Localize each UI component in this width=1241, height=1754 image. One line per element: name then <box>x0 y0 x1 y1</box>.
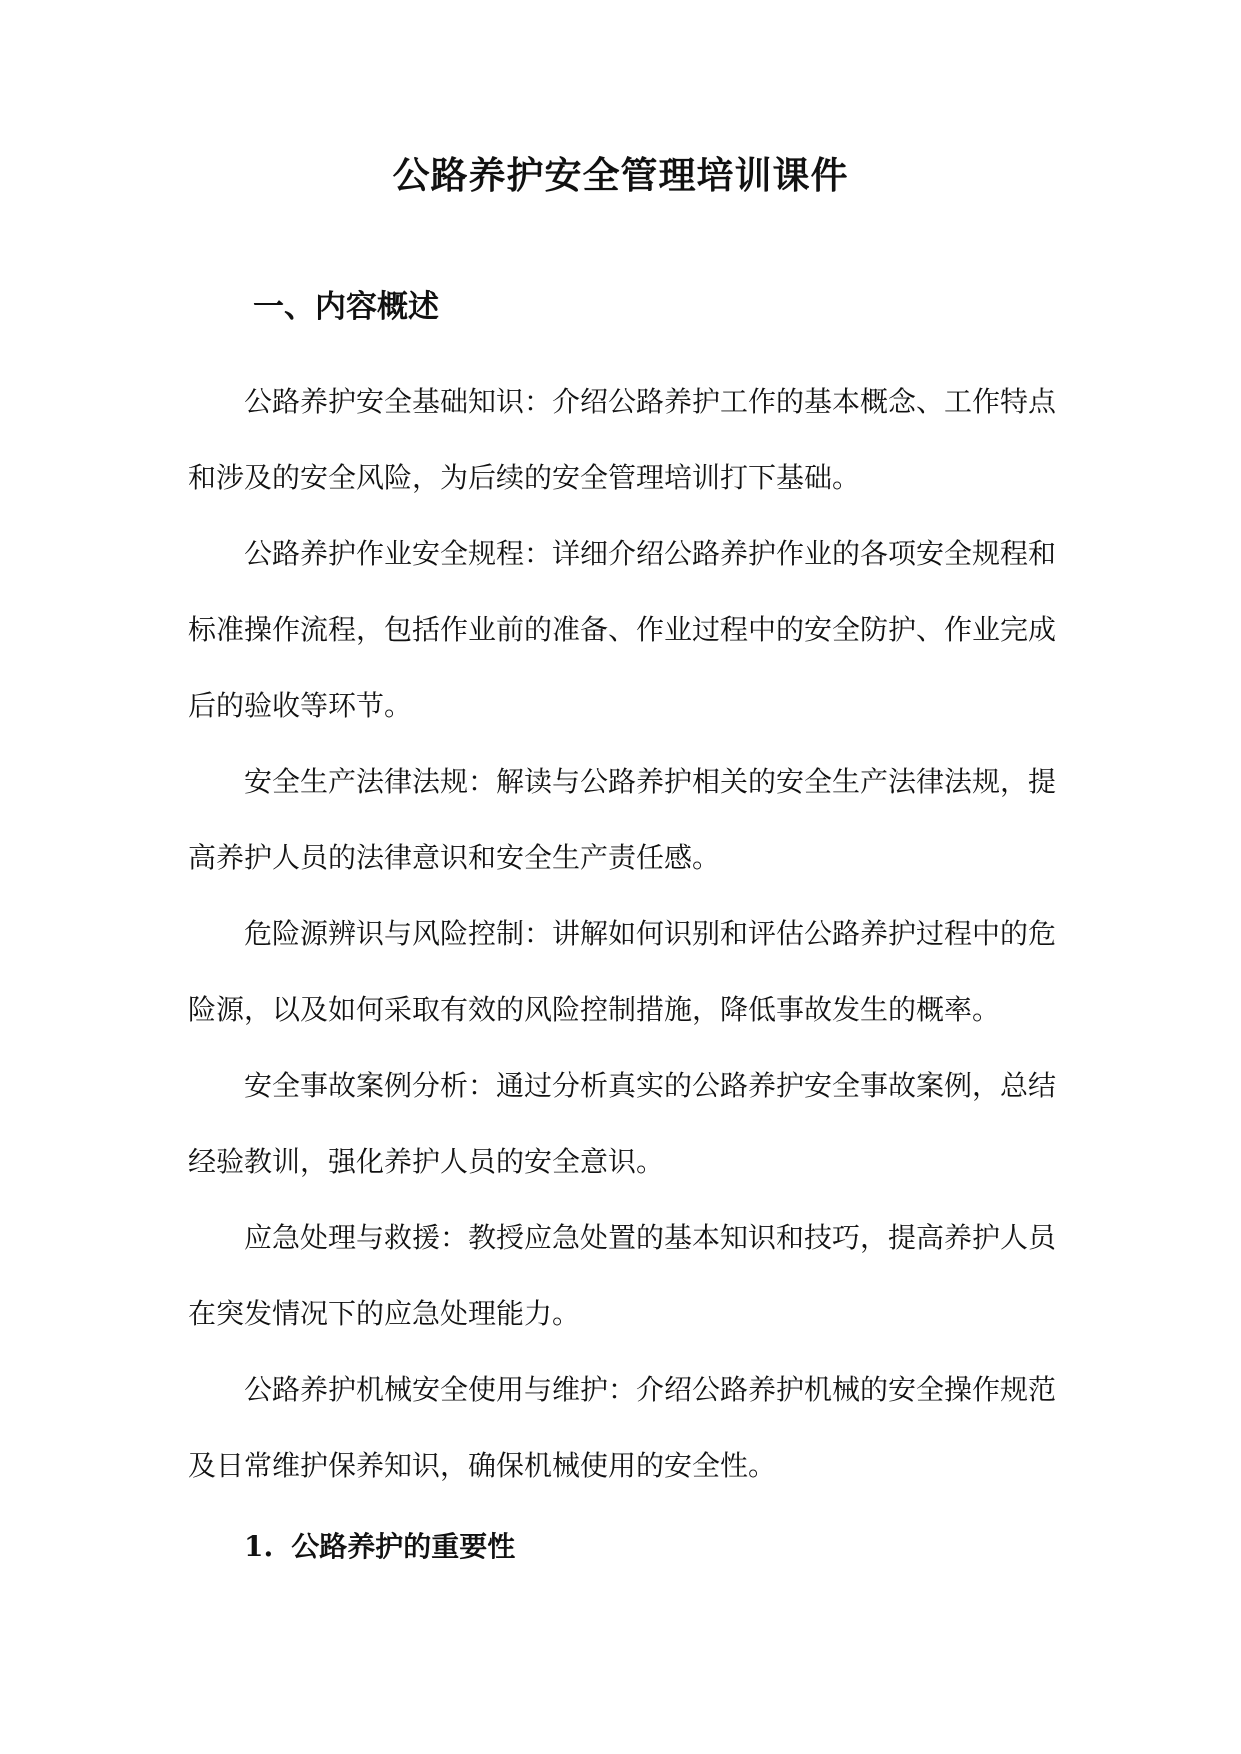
paragraph-laws: 安全生产法律法规：解读与公路养护相关的安全生产法律法规，提高养护人员的法律意识和安全生产责任感。 <box>188 765 1057 874</box>
subheading-text: 公路养护的重要性 <box>291 1530 516 1563</box>
paragraph-hazards: 危险源辨识与风险控制：讲解如何识别和评估公路养护过程中的危险源，以及如何采取有效的风险控制措施，降低事故发生的概率。 <box>188 917 1057 1026</box>
paragraph-emergency: 应急处理与救援：教授应急处置的基本知识和技巧，提高养护人员在突发情况下的应急处理能力。 <box>188 1221 1057 1330</box>
subheading <box>244 1527 515 1567</box>
paragraph-basics: 公路养护安全基础知识：介绍公路养护工作的基本概念、工作特点和涉及的安全风险，为后续的安全管理培训打下基础。 <box>188 385 1057 494</box>
paragraph-procedures: 公路养护作业安全规程：详细介绍公路养护作业的各项安全规程和标准操作流程，包括作业前的准备、作业过程中的安全防护、作业完成后的验收等环节。 <box>188 537 1057 722</box>
paragraph-case-studies: 安全事故案例分析：通过分析真实的公路养护安全事故案例，总结经验教训，强化养护人员的安全意识。 <box>188 1069 1057 1178</box>
subheading-number: 1. <box>244 1530 274 1563</box>
section-heading: 一、内容概述 <box>253 289 439 325</box>
paragraph-machinery: 公路养护机械安全使用与维护：介绍公路养护机械的安全操作规范及日常维护保养知识，确保机械使用的安全性。 <box>188 1373 1057 1482</box>
document-title: 公路养护安全管理培训课件 <box>392 153 849 197</box>
body-text <box>188 364 1056 1504</box>
